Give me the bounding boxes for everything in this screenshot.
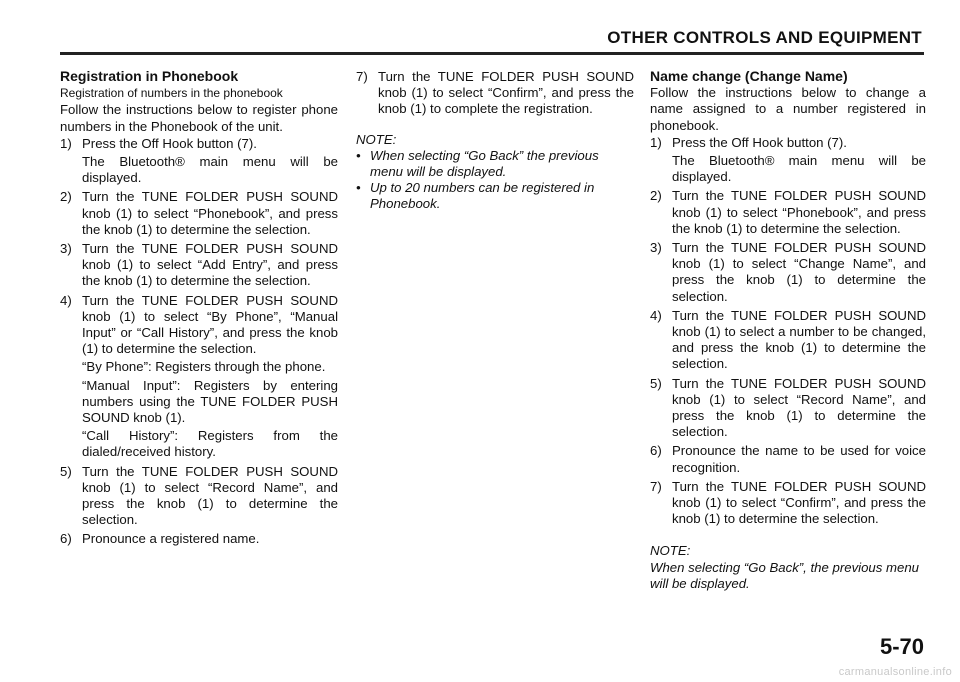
step-number: 3): [60, 241, 72, 257]
step-number: 5): [650, 375, 662, 391]
step-list: [650, 135, 926, 530]
step-list: [356, 69, 634, 120]
step-number: 4): [650, 307, 662, 323]
step-line: Turn the TUNE FOLDER PUSH SOUND knob (1) to select “Record Name”, and press the knob (1) to determine the selection.: [672, 375, 926, 440]
step-text: [672, 443, 926, 477]
step-line: “Manual Input”: Registers by entering numbers using the TUNE FOLDER PUSH SOUND knob (1).: [82, 377, 338, 426]
step-line: Press the Off Hook button (7).: [82, 135, 257, 151]
step-line: Turn the TUNE FOLDER PUSH SOUND knob (1) to select “By Phone”, “Manual Input” or “Call History”, and press the knob (1) to determine the selection.: [82, 292, 338, 357]
step-item: [650, 376, 926, 443]
step-number: 7): [356, 69, 368, 84]
step-number: 1): [650, 134, 662, 150]
step-line: The Bluetooth® main menu will be displayed.: [672, 153, 926, 185]
step-line: Turn the TUNE FOLDER PUSH SOUND knob (1) to select a number to be changed, and press the knob (1) to determine the selection.: [672, 307, 926, 372]
step-number: 2): [650, 188, 662, 204]
step-line: Turn the TUNE FOLDER PUSH SOUND knob (1) to select “Phonebook”, and press the knob (1) to determine the selection.: [672, 188, 926, 236]
step-text: [82, 189, 338, 240]
step-line: “By Phone”: Registers through the phone.: [82, 359, 326, 375]
step-line: The Bluetooth® main menu will be displayed.: [82, 154, 338, 186]
step-text: [672, 188, 926, 239]
step-line: Turn the TUNE FOLDER PUSH SOUND knob (1) to select “Record Name”, and press the knob (1) to determine the selection.: [82, 463, 338, 528]
note-label: NOTE:: [650, 543, 691, 559]
step-item: [650, 479, 926, 530]
step-text: [672, 240, 926, 307]
intro-paragraph: Follow the instructions below to register phone numbers in the Phonebook of the unit.: [60, 102, 338, 134]
column-left: [60, 68, 338, 550]
step-line: Pronounce a registered name.: [82, 531, 260, 547]
step-item: [60, 136, 338, 189]
step-text: [672, 135, 926, 188]
step-text: [82, 136, 338, 189]
step-text: [672, 308, 926, 375]
step-line: Press the Off Hook button (7).: [672, 134, 847, 150]
column-middle: [356, 68, 634, 213]
step-number: 4): [60, 292, 72, 308]
note-bullet: [356, 148, 634, 180]
step-item: [650, 240, 926, 307]
section-subtitle: Registration of numbers in the phonebook: [60, 86, 283, 101]
section-title-registration: Registration in Phonebook: [60, 68, 239, 84]
bullet-dot: •: [356, 180, 361, 196]
step-number: 3): [650, 240, 662, 256]
note-text: When selecting “Go Back”, the previous menu will be displayed.: [650, 559, 920, 591]
step-number: 5): [60, 463, 72, 479]
step-item: [650, 135, 926, 188]
step-item: [60, 531, 338, 549]
step-item: [650, 308, 926, 375]
page-header: OTHER CONTROLS AND EQUIPMENT: [607, 28, 922, 47]
note-label: NOTE:: [356, 131, 397, 147]
step-text: [378, 69, 634, 120]
header-rule: [60, 52, 924, 55]
step-number: 6): [60, 531, 72, 547]
step-text: [82, 464, 338, 531]
step-item: [60, 464, 338, 531]
step-text: [82, 293, 338, 463]
step-item: [60, 241, 338, 292]
page-number: 5-70: [879, 634, 924, 659]
step-line: Turn the TUNE FOLDER PUSH SOUND knob (1) to select “Add Entry”, and press the knob (1) to determine the selection.: [82, 241, 338, 289]
column-right: [650, 68, 926, 592]
step-item: [60, 189, 338, 240]
step-text: [82, 531, 338, 549]
step-item: [650, 443, 926, 477]
step-line: Turn the TUNE FOLDER PUSH SOUND knob (1) to select “Confirm”, and press the knob (1) to complete the registration.: [378, 69, 634, 117]
step-number: 1): [60, 135, 72, 151]
intro-paragraph: Follow the instructions below to change a name assigned to a number registered in phonebook.: [650, 85, 926, 133]
step-text: [82, 241, 338, 292]
note-bullet-text: When selecting “Go Back” the previous menu will be displayed.: [370, 147, 599, 180]
step-item: [650, 188, 926, 239]
step-number: 2): [60, 189, 72, 205]
step-line: Turn the TUNE FOLDER PUSH SOUND knob (1) to select “Phonebook”, and press the knob (1) to determine the selection.: [82, 189, 338, 237]
step-item: [356, 69, 634, 120]
note-bullet-text: Up to 20 numbers can be registered in Phonebook.: [370, 180, 595, 212]
bullet-dot: •: [356, 147, 361, 163]
step-line: Turn the TUNE FOLDER PUSH SOUND knob (1) to select “Change Name”, and press the knob (1) to determine the selection.: [672, 240, 926, 304]
step-line: “Call History”: Registers from the dialed/received history.: [82, 428, 338, 460]
watermark: carmanualsonline.info: [838, 666, 952, 678]
step-list: [60, 136, 338, 550]
step-number: 6): [650, 443, 662, 459]
step-line: Pronounce the name to be used for voice recognition.: [672, 443, 926, 475]
note-bullet: [356, 180, 634, 212]
step-number: 7): [650, 478, 662, 494]
step-item: [60, 293, 338, 463]
section-title-change-name: Name change (Change Name): [650, 68, 848, 84]
step-text: [672, 479, 926, 530]
step-line: Turn the TUNE FOLDER PUSH SOUND knob (1) to select “Confirm”, and press the knob (1) to determine the selection.: [672, 478, 926, 527]
step-text: [672, 376, 926, 443]
